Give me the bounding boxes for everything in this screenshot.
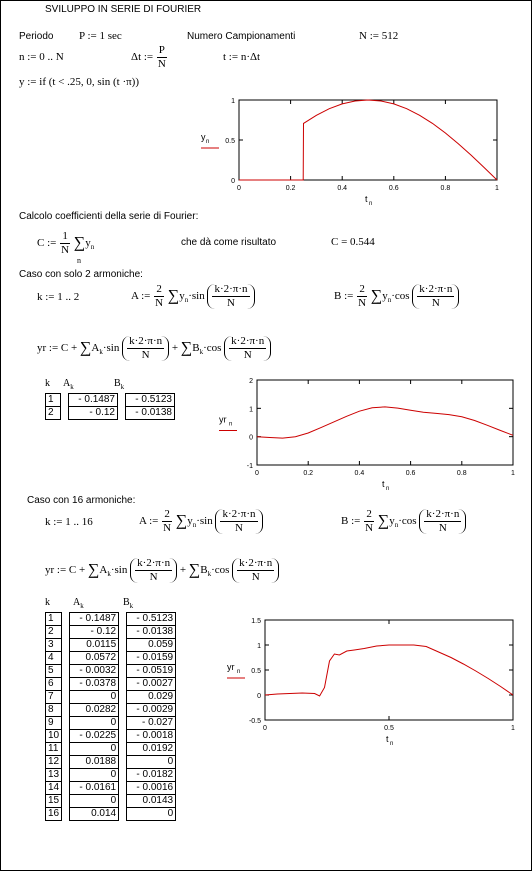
caso16-b-header: $B_k$ bbox=[123, 597, 134, 610]
y-tick-label: 0 bbox=[249, 434, 253, 442]
caso16-k-cell: 6 bbox=[46, 678, 62, 691]
caso2-row bbox=[46, 407, 175, 420]
x-tick-label: 1 bbox=[511, 470, 515, 477]
caso16-a-cell: 0 bbox=[70, 691, 119, 704]
caso16-k-cell: 8 bbox=[46, 704, 62, 717]
caso16-b-cell: - 0.0138 bbox=[127, 626, 176, 639]
series-line bbox=[265, 645, 513, 696]
y-tick-label: 1.5 bbox=[251, 618, 261, 625]
caso16-a-cell: - 0.0161 bbox=[70, 782, 119, 795]
caso2-k-header: k bbox=[45, 378, 50, 389]
x-tick-label: 0.5 bbox=[384, 725, 394, 732]
caso16-b-cell: 0.0192 bbox=[127, 743, 176, 756]
caso16-k-cell: 15 bbox=[46, 795, 62, 808]
yn-definition: y := if (t < .25, 0, sin (t ·π)) bbox=[19, 76, 140, 88]
series-line bbox=[257, 407, 513, 438]
caso16-b-cell: - 0.0016 bbox=[127, 782, 176, 795]
caso16-a-cell: - 0.0378 bbox=[70, 678, 119, 691]
caso16-a-cell: 0 bbox=[70, 717, 119, 730]
caso2-a-cell: - 0.12 bbox=[69, 407, 118, 420]
caso16-a-cell: 0 bbox=[70, 743, 119, 756]
caso2-b-formula: B := $\frac{2}{N}$ $\sum y_n\cdot\cos$ $\frac{k\cdot 2\cdot\pi\cdot n}{N}$ bbox=[334, 284, 459, 309]
caso16-a-cell: 0.014 bbox=[70, 808, 119, 821]
caso16-a-cell: - 0.0032 bbox=[70, 665, 119, 678]
caso16-b-cell: 0.0143 bbox=[127, 795, 176, 808]
c-definition: C := $\frac{1}{N}$ $\sum y_n$ bbox=[37, 230, 95, 256]
x-tick-label: 1 bbox=[511, 725, 515, 732]
x-axis-label: t bbox=[365, 194, 368, 204]
x-axis-label-subscript: n bbox=[390, 741, 394, 747]
caso16-yr-formula: yr := $C + \sum A_k\cdot\sin$ $\frac{k\cdot 2\cdot\pi\cdot n}{N}$ + $\sum B_k\cdot\cos$ $\frac{k\cdot 2\cdot\pi\cdot n}{N}$ bbox=[45, 558, 279, 583]
caso16-row bbox=[46, 639, 176, 652]
y-tick-label: 0.5 bbox=[251, 668, 261, 675]
x-axis-label: t bbox=[382, 479, 385, 489]
caso16-k-cell: 1 bbox=[46, 613, 62, 626]
y-tick-label: 1 bbox=[249, 406, 253, 414]
caso2-k-cell: 1 bbox=[46, 394, 61, 407]
y-axis-label-subscript: n bbox=[206, 139, 210, 145]
caso16-a-cell: 0.0188 bbox=[70, 756, 119, 769]
caso16-b-cell: 0.059 bbox=[127, 639, 176, 652]
caso2-a-formula: A := $\frac{2}{N}$ $\sum y_n\cdot\sin$ $\frac{k\cdot 2\cdot\pi\cdot n}{N}$ bbox=[131, 284, 255, 309]
caso2-a-cell: - 0.1487 bbox=[69, 394, 118, 407]
caso16-b-cell: - 0.5123 bbox=[127, 613, 176, 626]
caso16-k-cell: 13 bbox=[46, 769, 62, 782]
caso16-row bbox=[46, 626, 176, 639]
caso16-coefficients-table bbox=[45, 612, 176, 821]
caso16-row bbox=[46, 704, 176, 717]
y-axis-label: y bbox=[201, 132, 206, 142]
y-tick-label: 0 bbox=[231, 178, 235, 185]
caso16-k-cell: 7 bbox=[46, 691, 62, 704]
x-tick-label: 0.4 bbox=[337, 185, 348, 192]
y-axis-label-subscript: n bbox=[229, 421, 233, 428]
x-tick-label: 0 bbox=[263, 725, 267, 732]
caso16-a-cell: 0.0282 bbox=[70, 704, 119, 717]
y-axis-label-subscript: n bbox=[237, 669, 241, 675]
caso16-row bbox=[46, 743, 176, 756]
caso2-b-cell: - 0.5123 bbox=[126, 394, 175, 407]
caso16-a-cell: - 0.0225 bbox=[70, 730, 119, 743]
caso2-coefficients-table bbox=[45, 393, 175, 420]
risultato-label: che dà come risultato bbox=[181, 237, 277, 248]
caso16-b-cell: - 0.0018 bbox=[127, 730, 176, 743]
n-range: n := 0 .. N bbox=[19, 51, 64, 63]
caso16-row bbox=[46, 769, 176, 782]
caso2-yr-formula: yr := $C + \sum A_k\cdot\sin$ $\frac{k\cdot 2\cdot\pi\cdot n}{N}$ + $\sum B_k\cdot\cos$ $\frac{k\cdot 2\cdot\pi\cdot n}{N}$ bbox=[37, 336, 271, 361]
x-tick-label: 0.4 bbox=[354, 470, 365, 477]
caso2-k-range: k := 1 .. 2 bbox=[37, 291, 80, 303]
caso2-k-cell: 2 bbox=[46, 407, 61, 420]
caso16-a-header: $A_k$ bbox=[73, 597, 84, 610]
caso16-b-cell: - 0.0182 bbox=[127, 769, 176, 782]
x-tick-label: 0 bbox=[255, 470, 259, 477]
caso16-a-cell: - 0.12 bbox=[70, 626, 119, 639]
caso16-row bbox=[46, 756, 176, 769]
caso16-b-cell: - 0.027 bbox=[127, 717, 176, 730]
caso16-a-cell: 0 bbox=[70, 795, 119, 808]
caso16-row bbox=[46, 691, 176, 704]
y-axis-label: yr bbox=[219, 414, 227, 425]
caso16-a-cell: 0.0115 bbox=[70, 639, 119, 652]
x-axis-label-subscript: n bbox=[386, 486, 390, 492]
y-tick-label: -1 bbox=[246, 463, 253, 470]
x-tick-label: 0.6 bbox=[405, 470, 416, 477]
caso16-row bbox=[46, 730, 176, 743]
plot-frame bbox=[239, 100, 497, 180]
x-tick-label: 1 bbox=[495, 185, 499, 192]
caso2-b-header: $B_k$ bbox=[114, 378, 125, 391]
x-tick-label: 0.8 bbox=[456, 470, 467, 477]
y-tick-label: -0.5 bbox=[248, 718, 261, 725]
caso16-k-cell: 11 bbox=[46, 743, 62, 756]
yn-chart bbox=[191, 91, 511, 216]
x-tick-label: 0.6 bbox=[388, 185, 399, 192]
x-tick-label: 0 bbox=[237, 185, 241, 192]
caso16-a-cell: - 0.1487 bbox=[70, 613, 119, 626]
caso16-b-cell: - 0.0159 bbox=[127, 652, 176, 665]
x-axis-label: t bbox=[386, 734, 389, 744]
caso16-k-cell: 12 bbox=[46, 756, 62, 769]
caso16-k-cell: 2 bbox=[46, 626, 62, 639]
caso16-a-cell: 0 bbox=[70, 769, 119, 782]
caso16-b-cell: - 0.0027 bbox=[127, 678, 176, 691]
x-axis-label-subscript: n bbox=[369, 201, 373, 207]
caso16-b-formula: B := $\frac{2}{N}$ $\sum y_n\cdot\cos$ $\frac{k\cdot 2\cdot\pi\cdot n}{N}$ bbox=[341, 509, 466, 534]
plot-frame bbox=[257, 380, 513, 465]
caso16-row bbox=[46, 665, 176, 678]
caso16-label: Caso con 16 armoniche: bbox=[27, 495, 136, 506]
caso16-k-cell: 9 bbox=[46, 717, 62, 730]
numero-campionamenti-label: Numero Campionamenti bbox=[187, 31, 296, 42]
caso16-row bbox=[46, 717, 176, 730]
caso2-label: Caso con solo 2 armoniche: bbox=[19, 269, 143, 280]
n-definition: N := 512 bbox=[359, 30, 399, 42]
caso16-row bbox=[46, 678, 176, 691]
dt-definition: Δt := $\frac{P}{N}$ bbox=[131, 44, 166, 70]
series-line bbox=[239, 100, 497, 180]
calcolo-label: Calcolo coefficienti della serie di Fourier: bbox=[19, 211, 199, 222]
page-title: SVILUPPO IN SERIE DI FOURIER bbox=[45, 4, 202, 15]
caso2-row bbox=[46, 394, 175, 407]
c-result: C = 0.544 bbox=[331, 236, 375, 248]
caso16-b-cell: - 0.0029 bbox=[127, 704, 176, 717]
caso16-k-cell: 3 bbox=[46, 639, 62, 652]
caso2-a-header: $A_k$ bbox=[63, 378, 74, 391]
plot-frame bbox=[265, 620, 513, 720]
x-tick-label: 0.2 bbox=[303, 470, 314, 477]
caso16-row bbox=[46, 782, 176, 795]
x-tick-label: 0.2 bbox=[285, 185, 296, 192]
caso16-a-cell: 0.0572 bbox=[70, 652, 119, 665]
caso16-b-cell: 0 bbox=[127, 756, 176, 769]
y-tick-label: 1 bbox=[257, 643, 261, 650]
caso16-b-cell: 0.029 bbox=[127, 691, 176, 704]
caso16-k-range: k := 1 .. 16 bbox=[45, 516, 93, 528]
caso16-row bbox=[46, 652, 176, 665]
y-tick-label: 2 bbox=[249, 378, 253, 385]
y-tick-label: 0 bbox=[257, 693, 261, 700]
caso16-k-cell: 16 bbox=[46, 808, 62, 821]
caso16-b-cell: 0 bbox=[127, 808, 176, 821]
caso16-row bbox=[46, 613, 176, 626]
caso16-row bbox=[46, 808, 176, 821]
caso16-row bbox=[46, 795, 176, 808]
p-definition: P := 1 sec bbox=[79, 30, 122, 42]
c-sum-index: n bbox=[77, 256, 81, 265]
periodo-label: Periodo bbox=[19, 31, 54, 42]
caso16-k-cell: 10 bbox=[46, 730, 62, 743]
y-tick-label: 0.5 bbox=[225, 138, 235, 145]
caso16-k-header: k bbox=[45, 597, 50, 608]
caso16-a-formula: A := $\frac{2}{N}$ $\sum y_n\cdot\sin$ $\frac{k\cdot 2\cdot\pi\cdot n}{N}$ bbox=[139, 509, 263, 534]
caso16-k-cell: 4 bbox=[46, 652, 62, 665]
yr-16-harmonics-chart bbox=[215, 609, 525, 754]
y-tick-label: 1 bbox=[231, 98, 235, 105]
y-axis-label: yr bbox=[227, 662, 235, 672]
caso2-b-cell: - 0.0138 bbox=[126, 407, 175, 420]
caso16-k-cell: 14 bbox=[46, 782, 62, 795]
caso16-k-cell: 5 bbox=[46, 665, 62, 678]
caso16-b-cell: - 0.0519 bbox=[127, 665, 176, 678]
yr-2-harmonics-chart bbox=[213, 373, 523, 498]
x-tick-label: 0.8 bbox=[440, 185, 451, 192]
tn-definition: t := n·Δt bbox=[223, 51, 261, 63]
